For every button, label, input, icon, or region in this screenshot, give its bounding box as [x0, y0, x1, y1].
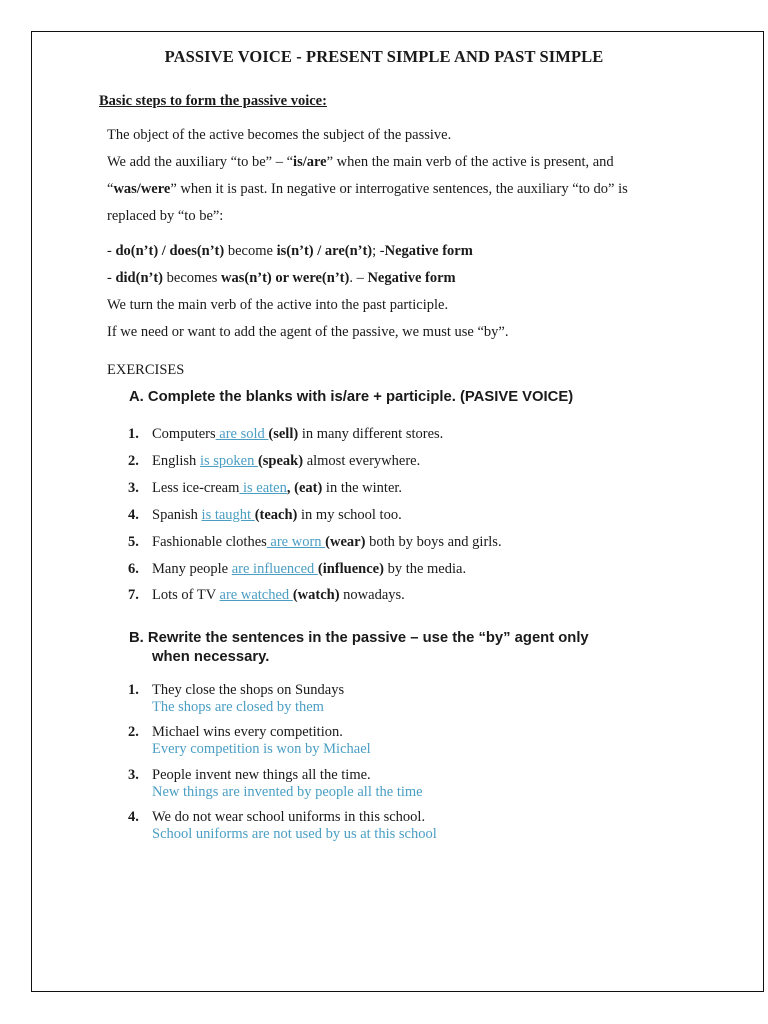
item-text-before: English [152, 453, 200, 469]
intro-line-3: “was/were” when it is past. In negative or interrogative sentences, the auxiliary “to do” is [107, 181, 628, 197]
item-sentence [152, 453, 420, 470]
item-text-after: by the media. [383, 561, 467, 577]
verb-hint: (speak) [257, 453, 304, 469]
item-text-after: nowadays. [339, 587, 405, 603]
passive-answer: New things are invented by people all the time [152, 784, 423, 800]
item-text-after: in many different stores. [298, 426, 444, 442]
section-a-heading: A. Complete the blanks with is/are + participle. (PASIVE VOICE) [129, 389, 574, 405]
passive-answer: School uniforms are not used by us at this school [152, 826, 437, 842]
passive-answer: Every competition is won by Michael [152, 741, 371, 757]
verb-hint: (teach) [254, 507, 298, 523]
item-number: 5. [128, 534, 139, 550]
item-number: 4. [128, 809, 139, 825]
answer-text: are watched [219, 587, 293, 603]
answer-text: is eaten [239, 480, 287, 496]
item-number: 6. [128, 561, 139, 577]
item-number: 4. [128, 507, 139, 523]
verb-hint: (watch) [292, 587, 340, 603]
steps-heading: Basic steps to form the passive voice: [99, 93, 327, 109]
item-sentence [152, 507, 402, 524]
negative-rule-2: - did(n’t) becomes was(n’t) or were(n’t). – Negative form [107, 270, 456, 286]
item-text-after: both by boys and girls. [365, 534, 502, 550]
negative-rule-1: - do(n’t) / does(n’t) become is(n’t) / are(n’t); -Negative form [107, 243, 473, 259]
section-b-heading-line-1: B. Rewrite the sentences in the passive – use the “by” agent only [129, 630, 589, 646]
item-number: 1. [128, 682, 139, 698]
original-sentence: We do not wear school uniforms in this school. [152, 809, 426, 825]
item-number: 2. [128, 453, 139, 469]
item-text-before: Fashionable clothes [152, 534, 267, 550]
item-number: 1. [128, 426, 139, 442]
verb-hint: , (eat) [286, 480, 323, 496]
intro-line-1: The object of the active becomes the subject of the passive. [107, 127, 452, 143]
item-sentence [152, 534, 502, 551]
intro-line-4: replaced by “to be”: [107, 208, 224, 224]
answer-text: is spoken [199, 453, 258, 469]
answer-text: is taught [201, 507, 255, 523]
intro-line-7: We turn the main verb of the active into the past participle. [107, 297, 449, 313]
passive-answer: The shops are closed by them [152, 699, 324, 715]
item-text-before: Less ice-cream [152, 480, 240, 496]
verb-hint: (wear) [325, 534, 366, 550]
exercises-label: EXERCISES [107, 362, 185, 378]
item-sentence [152, 480, 402, 497]
item-text-before: Computers [152, 426, 216, 442]
verb-hint: (sell) [268, 426, 299, 442]
item-text-before: Many people [152, 561, 232, 577]
answer-text: are sold [215, 426, 269, 442]
answer-text: are worn [266, 534, 326, 550]
verb-hint: (influence) [317, 561, 384, 577]
intro-line-8: If we need or want to add the agent of the passive, we must use “by”. [107, 324, 509, 340]
item-sentence [152, 587, 405, 604]
item-sentence [152, 426, 443, 443]
item-text-after: almost everywhere. [303, 453, 421, 469]
item-text-before: Spanish [152, 507, 202, 523]
original-sentence: People invent new things all the time. [152, 767, 371, 783]
original-sentence: They close the shops on Sundays [152, 682, 345, 698]
item-sentence [152, 561, 466, 578]
item-number: 2. [128, 724, 139, 740]
item-text-after: in the winter. [322, 480, 403, 496]
item-number: 3. [128, 480, 139, 496]
item-text-after: in my school too. [297, 507, 402, 523]
section-b-heading-line-2: when necessary. [152, 649, 270, 665]
item-text-before: Lots of TV [152, 587, 220, 603]
item-number: 7. [128, 587, 139, 603]
page-title: PASSIVE VOICE - PRESENT SIMPLE AND PAST SIMPLE [164, 47, 604, 66]
intro-line-2: We add the auxiliary “to be” – “is/are” when the main verb of the active is present, and [107, 154, 614, 170]
answer-text: are influenced [231, 561, 318, 577]
original-sentence: Michael wins every competition. [152, 724, 343, 740]
item-number: 3. [128, 767, 139, 783]
